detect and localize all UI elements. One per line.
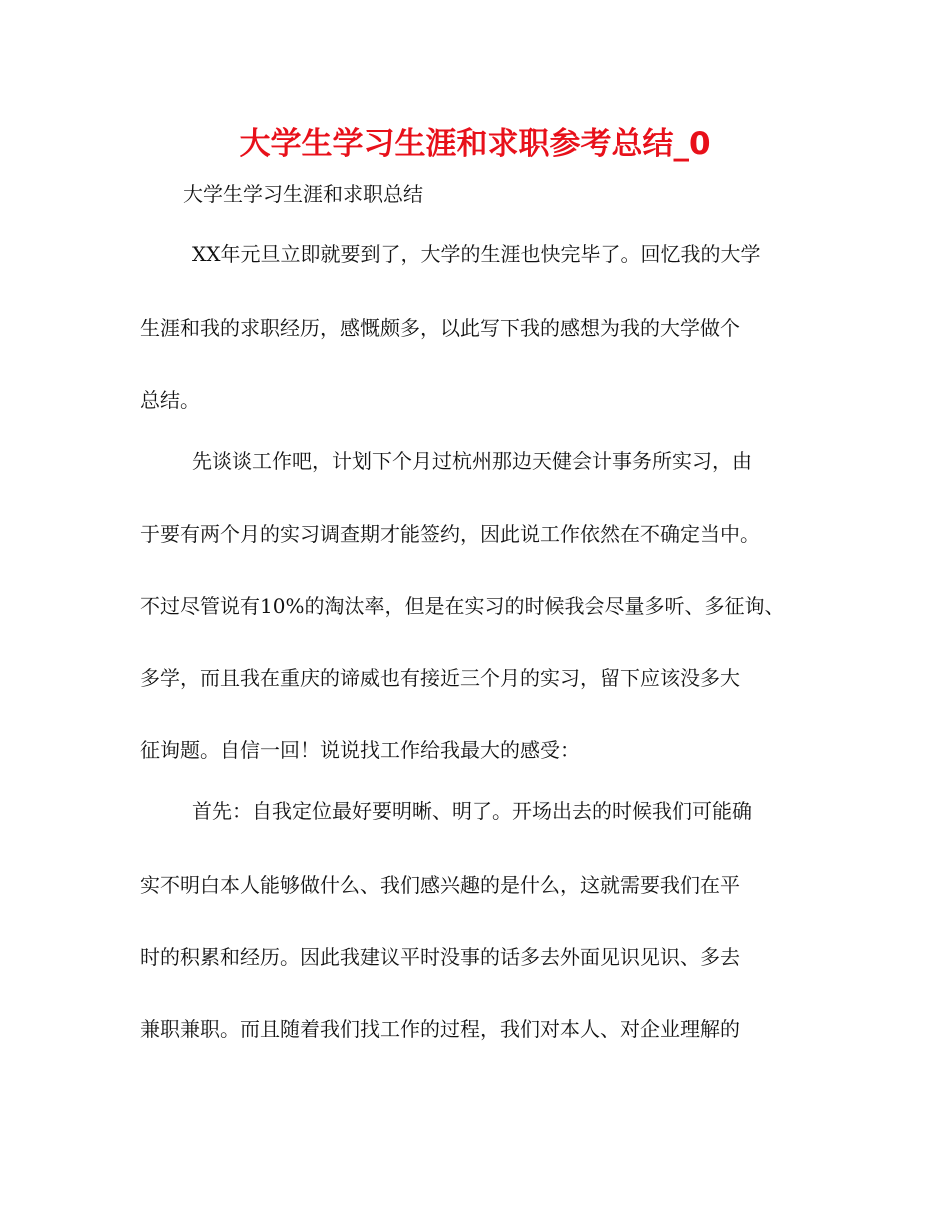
paragraph-line: 不过尽管说有10%的淘汰率，但是在实习的时候我会尽量多听、多征询、 — [140, 594, 785, 618]
document-subtitle: 大学生学习生涯和求职总结 — [183, 182, 423, 206]
paragraph-line: 生涯和我的求职经历，感慨颇多，以此写下我的感想为我的大学做个 — [140, 316, 740, 340]
document-title: 大学生学习生涯和求职参考总结_0 — [239, 126, 711, 162]
paragraph-line: 于要有两个月的实习调查期才能签约，因此说工作依然在不确定当中。 — [140, 522, 760, 546]
paragraph-line: 征询题。自信一回！说说找工作给我最大的感受： — [140, 738, 580, 762]
paragraph-line: 兼职兼职。而且随着我们找工作的过程，我们对本人、对企业理解的 — [140, 1017, 740, 1041]
paragraph-line: 总结。 — [140, 388, 200, 412]
paragraph-line: XX年元旦立即就要到了，大学的生涯也快完毕了。回忆我的大学 — [192, 242, 761, 266]
paragraph-line: 先谈谈工作吧，计划下个月过杭州那边天健会计事务所实习，由 — [192, 449, 752, 473]
paragraph-line: 首先：自我定位最好要明晰、明了。开场出去的时候我们可能确 — [192, 799, 752, 823]
paragraph-line: 时的积累和经历。因此我建议平时没事的话多去外面见识见识、多去 — [140, 945, 740, 969]
paragraph-line: 多学，而且我在重庆的谛威也有接近三个月的实习，留下应该没多大 — [140, 666, 740, 690]
paragraph-line: 实不明白本人能够做什么、我们感兴趣的是什么，这就需要我们在平 — [140, 873, 740, 897]
